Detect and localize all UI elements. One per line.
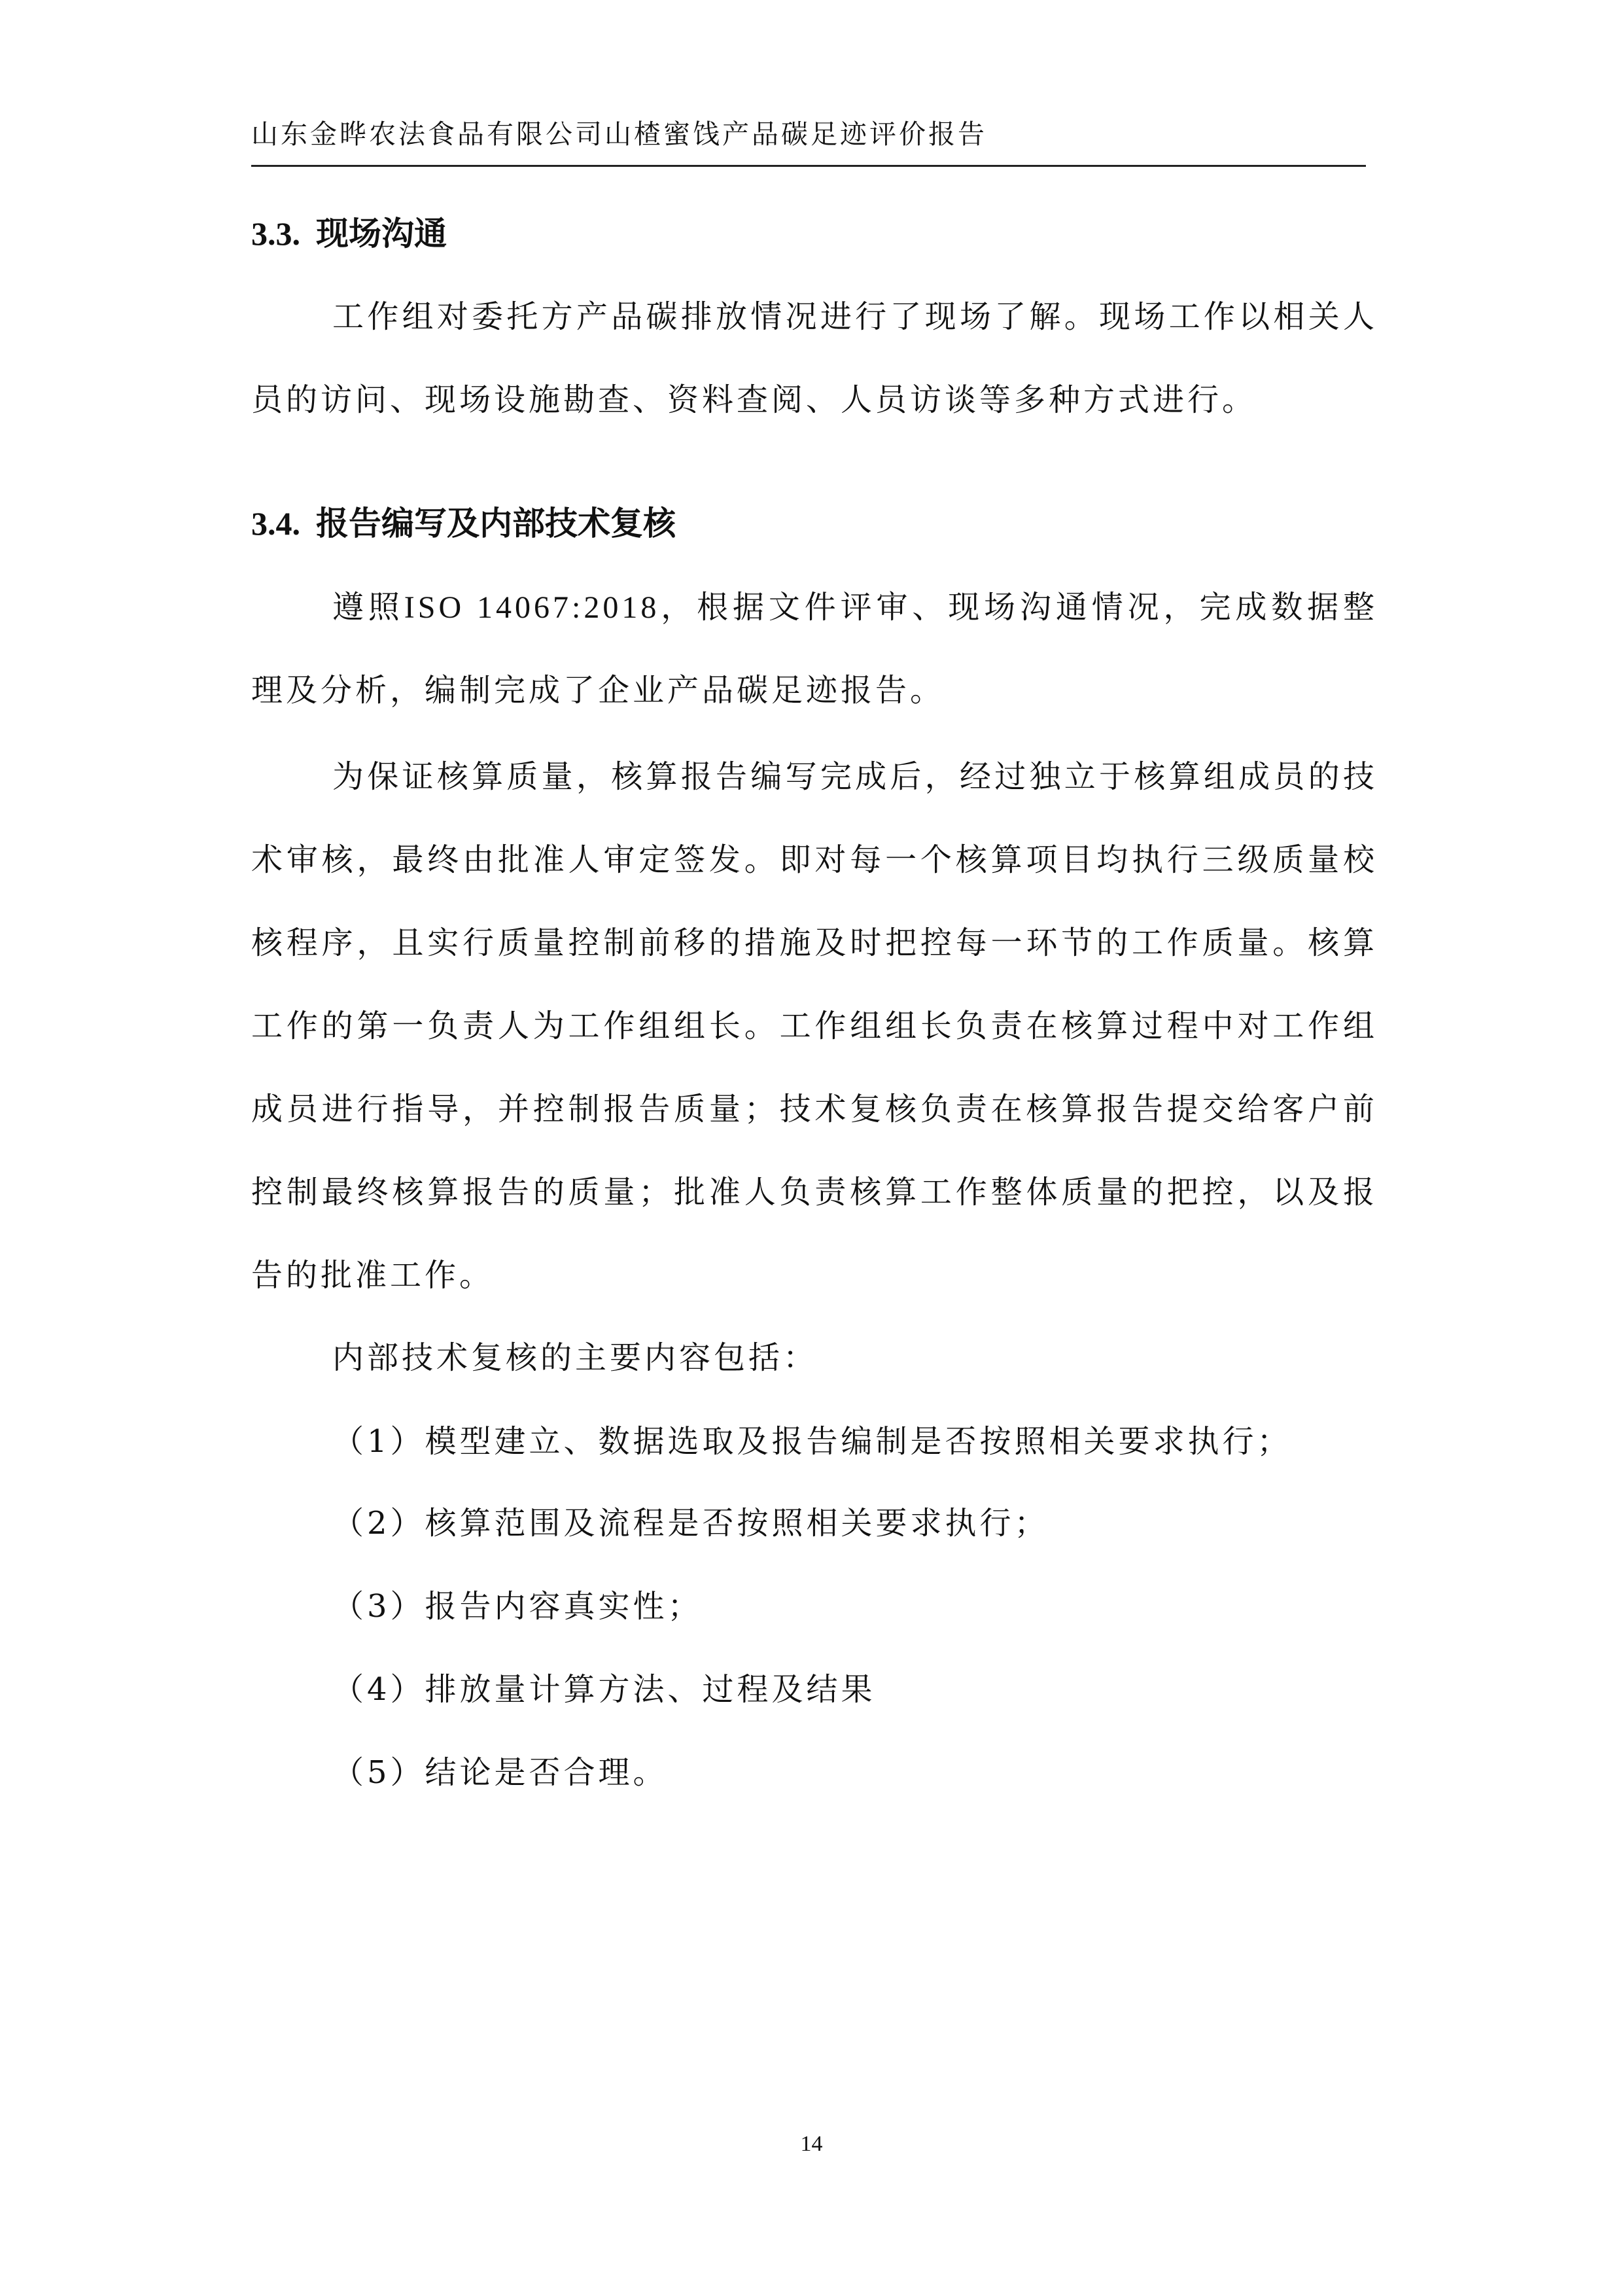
section-number: 3.4. <box>251 505 300 542</box>
standard-reference: ISO 14067:2018 <box>404 590 660 625</box>
section-heading-3-3 <box>251 211 447 256</box>
paragraph-onsite-communication: 工作组对委托方产品碳排放情况进行了现场了解。现场工作以相关人员的访问、现场设施勘查、资料查阅、人员访谈等多种方式进行。 <box>251 298 1378 418</box>
review-intro: 内部技术复核的主要内容包括： <box>332 1339 818 1376</box>
section-title: 现场沟通 <box>316 215 447 253</box>
review-item-3: （3）报告内容真实性； <box>332 1588 703 1625</box>
section-number: 3.3. <box>251 215 300 252</box>
running-header: 山东金晔农法食品有限公司山楂蜜饯产品碳足迹评价报告 <box>251 118 987 150</box>
section-title: 报告编写及内部技术复核 <box>316 504 676 542</box>
review-item-5: （5）结论是否合理。 <box>332 1754 668 1791</box>
header-rule <box>251 165 1366 167</box>
review-item-2: （2）核算范围及流程是否按照相关要求执行； <box>332 1505 1049 1542</box>
text-segment: 遵照 <box>332 589 404 626</box>
page-number: 14 <box>800 2132 823 2156</box>
section-heading-3-4 <box>251 501 676 546</box>
review-item-4: （4）排放量计算方法、过程及结果 <box>332 1671 876 1708</box>
paragraph-report-compilation <box>251 566 1378 732</box>
paragraph-quality-control: 为保证核算质量，核算报告编写完成后，经过独立于核算组成员的技术审核，最终由批准人审定签发。即对每一个核算项目均执行三级质量校核程序，且实行质量控制前移的措施及时把控每一环节的工作质量。核算工作的第一负责人为工作组组长。工作组组长负责在核算过程中对工作组成员进行指导，并控制报告质量；技术复核负责在核算报告提交给客户前控制最终核算报告的质量；批准人负责核算工作整体质量的把控，以及报告的批准工作。 <box>251 758 1378 1294</box>
text-segment: ，根据文件评审、现场沟通情况，完成数据整理及分析，编制完成了企业产品碳足迹报告。 <box>251 589 1378 709</box>
review-item-1: （1）模型建立、数据选取及报告编制是否按照相关要求执行； <box>332 1423 1292 1460</box>
